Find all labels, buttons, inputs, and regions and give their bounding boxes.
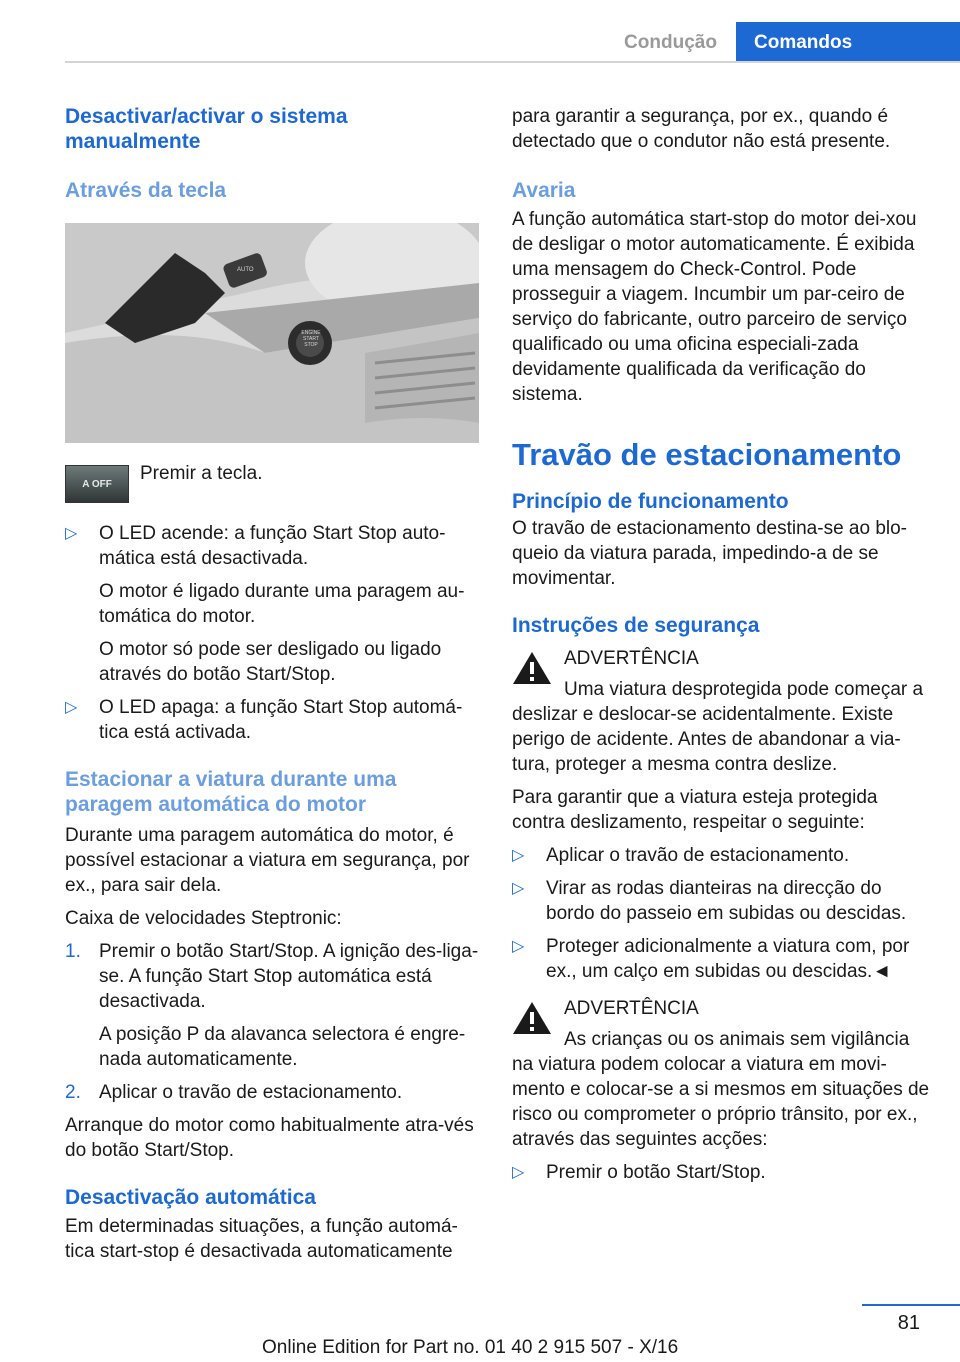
heading-desactivar: Desactivar/activar o sistema manualmente — [65, 105, 348, 153]
bullet-text: Proteger adicionalmente a viatura com, por ex., um calço em subidas ou descidas.◄ — [546, 936, 910, 982]
numbered-list — [65, 939, 479, 1105]
led-bullet-list — [65, 521, 479, 745]
heading-instrucoes: Instruções de segurança — [512, 614, 760, 637]
list-item-sub: O motor só pode ser desligado ou ligado através do botão Start/Stop. — [99, 639, 442, 685]
key-instruction — [65, 463, 479, 511]
list-item — [65, 695, 479, 745]
para-garantir: Para garantir que a viatura esteja protegida contra deslizamento, respeitar o seguinte: — [512, 787, 878, 833]
para-continuation: para garantir a segurança, por ex., quando é detectado que o condutor não está presente. — [512, 106, 891, 152]
header-tab-conducao[interactable]: Condução — [624, 32, 717, 53]
bullet-text: O LED apaga: a função Start Stop automá‐tica está activada. — [99, 697, 463, 743]
key-instruction-text: Premir a tecla. — [140, 463, 263, 484]
warning-triangle-icon — [512, 650, 552, 686]
steering-column-photo — [65, 223, 479, 443]
para-estacionar: Durante uma paragem automática do motor, é possível estacionar a viatura em segurança, por ex., para sair dela. — [65, 825, 470, 896]
para-principio: O travão de estacionamento destina-se ao blo‐queio da viatura parada, impedindo-a de se movimentar. — [512, 518, 908, 589]
warning-text: Uma viatura desprotegida pode começar a deslizar e deslocar-se acidentalmente. Existe perigo de acidente. Antes de abandonar a via‐tura, proteger a mesma contra deslize. — [512, 679, 924, 775]
warning-block-1 — [512, 646, 932, 777]
numbered-sub: A posição P da alavanca selectora é engre‐nada automaticamente. — [99, 1024, 466, 1070]
numbered-text: Premir o botão Start/Stop. A ignição des‐liga-se. A função Start Stop automática está desactivada. — [99, 941, 479, 1012]
heading-desactivacao-automatica: Desactivação automática — [65, 1186, 316, 1209]
header-rule — [65, 61, 960, 63]
warning-block-2 — [512, 996, 932, 1152]
triangle-bullet-icon: ▷ — [512, 1164, 525, 1181]
para-avaria: A função automática start-stop do motor dei‐xou de desligar o motor automaticamente. É exibida uma mensagem do Check-Control. Pode prosseguir a viagem. Incumbir um par‐ceiro de serviço do fabricante, outro parceiro de serviço qualificado ou uma oficina especiali‐zada devidamente qualificada da verificação do sistema. — [512, 209, 917, 405]
triangle-bullet-icon: ▷ — [512, 880, 525, 897]
header-tab-comandos[interactable]: Comandos — [736, 22, 960, 62]
steering-photo-illustration — [65, 223, 479, 443]
safety-bullet-list — [512, 843, 932, 984]
numbered-item — [65, 1080, 479, 1105]
list-item — [65, 521, 479, 571]
left-column — [65, 104, 479, 1264]
photo-label-auto: AUTO — [237, 267, 254, 273]
list-item — [512, 876, 932, 926]
triangle-bullet-icon: ▷ — [65, 699, 78, 716]
list-item-sub: O motor é ligado durante uma paragem au‐tomática do motor. — [99, 581, 465, 627]
key-icon-text: A OFF — [82, 478, 112, 490]
children-bullet-list — [512, 1160, 932, 1185]
heading-estacionar: Estacionar a viatura durante uma paragem automática do motor — [65, 768, 397, 816]
page-number: 81 — [897, 1312, 920, 1334]
number-marker: 1. — [65, 941, 81, 962]
photo-label-start-stop: ENGINE START STOP — [301, 330, 321, 348]
footer-rule — [862, 1304, 960, 1306]
heading-travao-estacionamento: Travão de estacionamento — [512, 437, 902, 472]
list-item — [512, 1160, 932, 1185]
list-item — [512, 934, 932, 984]
triangle-bullet-icon: ▷ — [512, 938, 525, 955]
heading-atraves-tecla: Através da tecla — [65, 179, 227, 202]
heading-principio: Princípio de funcionamento — [512, 490, 789, 513]
warning-text: As crianças ou os animais sem vigilância na viatura podem colocar a viatura em movi‐mento e colocar-se a si mesmos em situações de risco ou comprometer o próprio trânsito, por ex., através das seguintes acções: — [512, 1029, 930, 1150]
list-item — [512, 843, 932, 868]
triangle-bullet-icon: ▷ — [512, 847, 525, 864]
warning-triangle-icon — [512, 1000, 552, 1036]
number-marker: 2. — [65, 1082, 81, 1103]
para-desactivacao: Em determinadas situações, a função automá‐tica start-stop é desactivada automaticamente — [65, 1216, 458, 1262]
edition-footer: Online Edition for Part no. 01 40 2 915 507 - X/16 — [262, 1337, 679, 1358]
para-arranque: Arranque do motor como habitualmente atra‐vés do botão Start/Stop. — [65, 1115, 474, 1161]
bullet-text: Premir o botão Start/Stop. — [546, 1162, 766, 1183]
heading-avaria: Avaria — [512, 179, 576, 202]
warning-title: ADVERTÊNCIA — [564, 648, 699, 669]
bullet-text: Aplicar o travão de estacionamento. — [546, 845, 850, 866]
numbered-item — [65, 939, 479, 1014]
para-steptronic: Caixa de velocidades Steptronic: — [65, 908, 342, 929]
numbered-text: Aplicar o travão de estacionamento. — [99, 1082, 403, 1103]
bullet-text: O LED acende: a função Start Stop auto‐mática está desactivada. — [99, 523, 446, 569]
auto-start-stop-off-button-icon — [65, 465, 129, 503]
warning-title: ADVERTÊNCIA — [564, 998, 699, 1019]
right-column — [512, 104, 932, 1185]
bullet-text: Virar as rodas dianteiras na direcção do bordo do passeio em subidas ou descidas. — [546, 878, 907, 924]
triangle-bullet-icon: ▷ — [65, 525, 78, 542]
